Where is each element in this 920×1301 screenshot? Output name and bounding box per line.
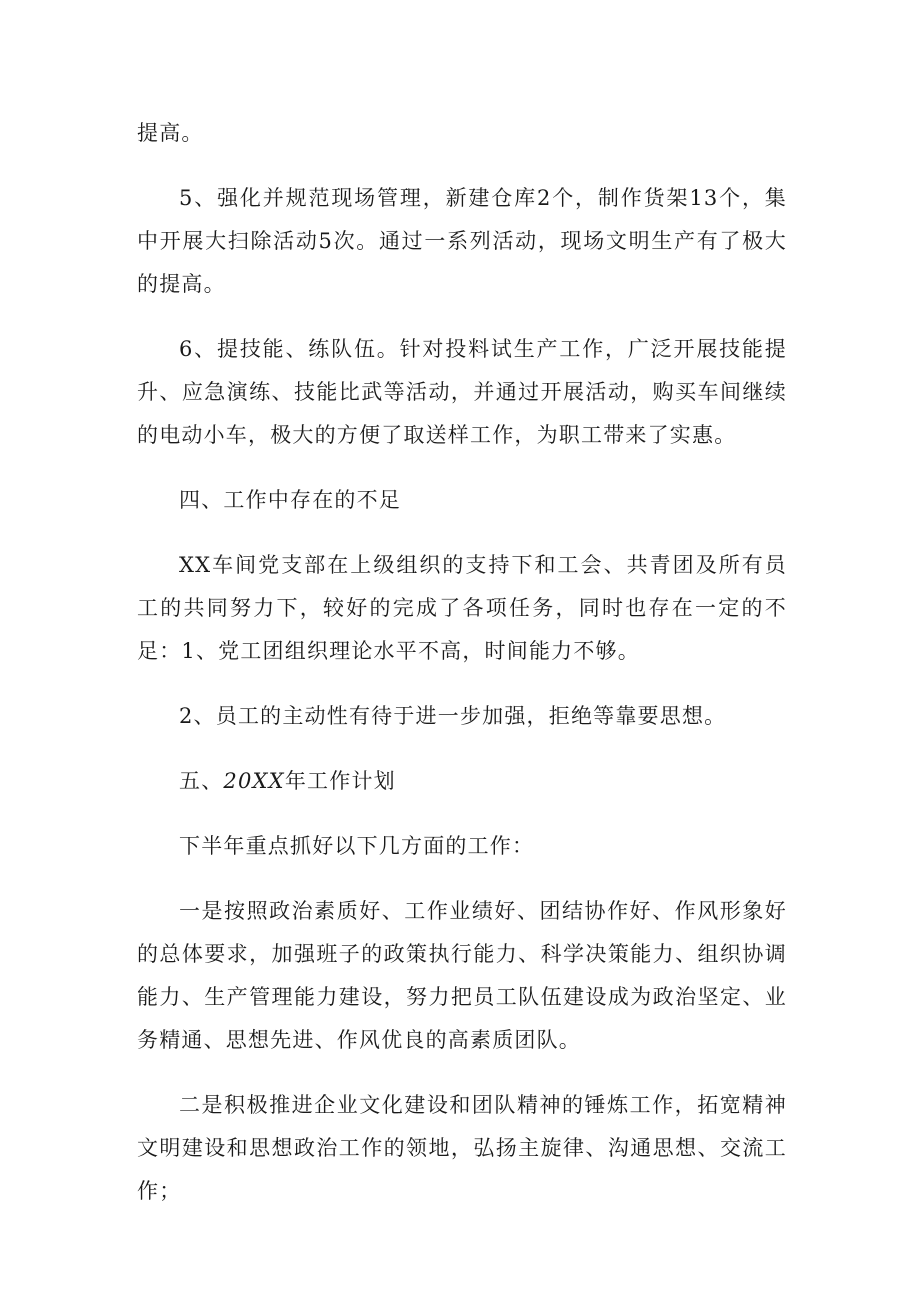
heading-5-prefix: 五、 xyxy=(179,769,224,793)
heading-5-suffix: 年工作计划 xyxy=(284,769,396,793)
paragraph-shortcomings: XX车间党支部在上级组织的支持下和工会、共青团及所有员工的共同努力下，较好的完成了各项任务，同时也存在一定的不足：1、党工团组织理论水平不高，时间能力不够。 xyxy=(137,553,787,663)
paragraph-plan-2: 二是积极推进企业文化建设和团队精神的锤炼工作，拓宽精神文明建设和思想政治工作的领地，弘扬主旋律、沟通思想、交流工作； xyxy=(137,1093,787,1203)
paragraph-continuation: 提高。 xyxy=(137,121,204,145)
document-body xyxy=(137,112,787,1235)
section-heading-4: 四、工作中存在的不足 xyxy=(179,488,401,512)
heading-5-year: 20XX xyxy=(223,769,285,793)
paragraph-item-6: 6、提技能、练队伍。针对投料试生产工作，广泛开展技能提升、应急演练、技能比武等活动，并通过开展活动，购买车间继续的电动小车，极大的方便了取送样工作，为职工带来了实惠。 xyxy=(137,337,787,447)
paragraph-plan-intro: 下半年重点抓好以下几方面的工作： xyxy=(179,834,535,858)
paragraph-item-5: 5、强化并规范现场管理，新建仓库2个，制作货架13个，集中开展大扫除活动5次。通过一系列活动，现场文明生产有了极大的提高。 xyxy=(137,186,787,296)
section-heading-5 xyxy=(137,760,787,803)
paragraph-plan-1: 一是按照政治素质好、工作业绩好、团结协作好、作风形象好的总体要求，加强班子的政策执行能力、科学决策能力、组织协调能力、生产管理能力建设，努力把员工队伍建设成为政治坚定、业务精通、思想先进、作风优良的高素质团队。 xyxy=(137,899,787,1052)
paragraph-shortcoming-2: 2、员工的主动性有待于进一步加强，拒绝等靠要思想。 xyxy=(179,704,727,728)
